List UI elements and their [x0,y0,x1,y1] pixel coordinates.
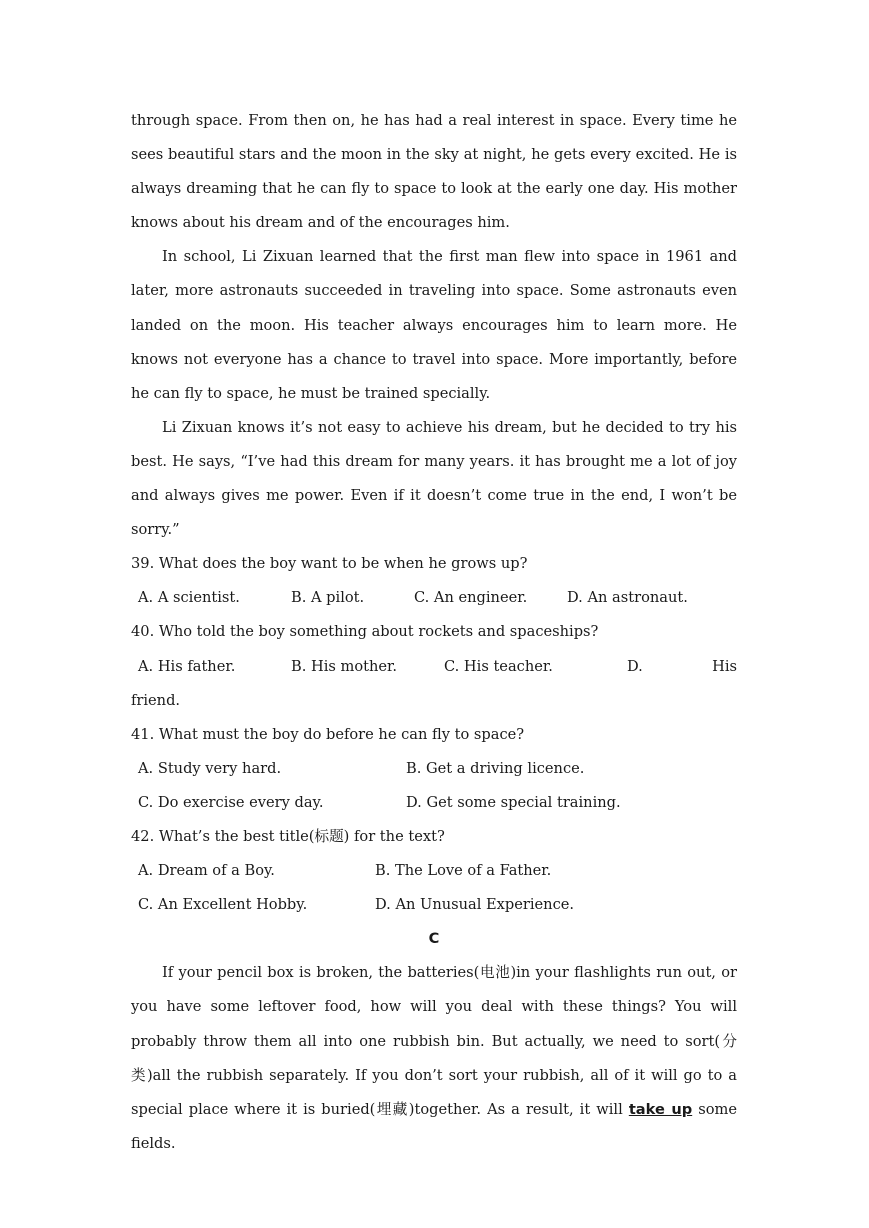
passage-c-paragraph-1 [131,956,737,1161]
question-40-options [131,650,737,684]
question-41-stem: 41. What must the boy do before he can fly to space? [131,725,525,743]
document-page [131,104,737,1161]
question-41-options-row-2 [131,786,737,820]
option-d: D. An Unusual Experience. [375,896,575,914]
passage-c-text-before: If your pencil box is broken, the batteries(电池)in your flashlights run out, or you have some leftover food, how will you deal with these things? You will probably throw them all into one rubbish bin. But actually, we need to sort(分类)all the rubbish separately. If you don’t sort your rubbish, all of it will go to a special place where it is buried(埋藏)together. As a result, it will [131,964,737,1118]
option-d-word: His [712,657,737,675]
option-d: D. Get some special training. [406,793,621,811]
option-b: B. The Love of a Father. [375,862,552,880]
option-c: C. An engineer. [414,589,528,607]
option-b: B. His mother. [291,657,398,675]
underlined-phrase: take up [628,1100,693,1118]
passage-c-text-after: some fields. [131,1100,737,1152]
question-39-options [131,581,737,615]
question-42-stem: 42. What’s the best title(标题) for the text? [131,827,445,845]
option-a: A. A scientist. [138,589,240,607]
question-39-stem: 39. What does the boy want to be when he grows up? [131,555,528,573]
passage-b-paragraph-2: In school, Li Zixuan learned that the first man flew into space in 1961 and later, more astronauts succeeded in traveling into space. Some astronauts even landed on the moon. His teacher always encourages him to learn more. He knows not everyone has a chance to travel into space. More importantly, before he can fly to space, he must be trained specially. [131,248,737,402]
question-42-options-row-1 [131,854,737,888]
option-a: A. His father. [138,657,236,675]
option-a: A. Study very hard. [138,759,282,777]
option-d: D. An astronaut. [567,589,688,607]
question-42-options-row-2 [131,888,737,922]
passage-c-heading: C [428,930,440,948]
option-c: C. His teacher. [444,657,553,675]
passage-b-paragraph-3: Li Zixuan knows it’s not easy to achieve his dream, but he decided to try his best. He says, “I’ve had this dream for many years. it has brought me a lot of joy and always gives me power. Even if it doesn’t come true in the end, I won’t be sorry.” [131,418,737,539]
option-b: B. Get a driving licence. [406,759,585,777]
option-c: C. An Excellent Hobby. [138,896,308,914]
option-d [627,650,737,684]
option-c: C. Do exercise every day. [138,793,324,811]
question-41-options-row-1 [131,752,737,786]
option-d-wrap: friend. [131,691,181,709]
passage-b-paragraph-1: through space. From then on, he has had a real interest in space. Every time he sees beautiful stars and the moon in the sky at night, he gets every excited. He is always dreaming that he can fly to space to look at the early one day. His mother knows about his dream and of the encourages him. [131,112,737,232]
option-a: A. Dream of a Boy. [138,862,275,880]
question-40-stem: 40. Who told the boy something about rockets and spaceships? [131,623,599,641]
option-b: B. A pilot. [291,589,365,607]
option-d-letter: D. [627,657,643,675]
